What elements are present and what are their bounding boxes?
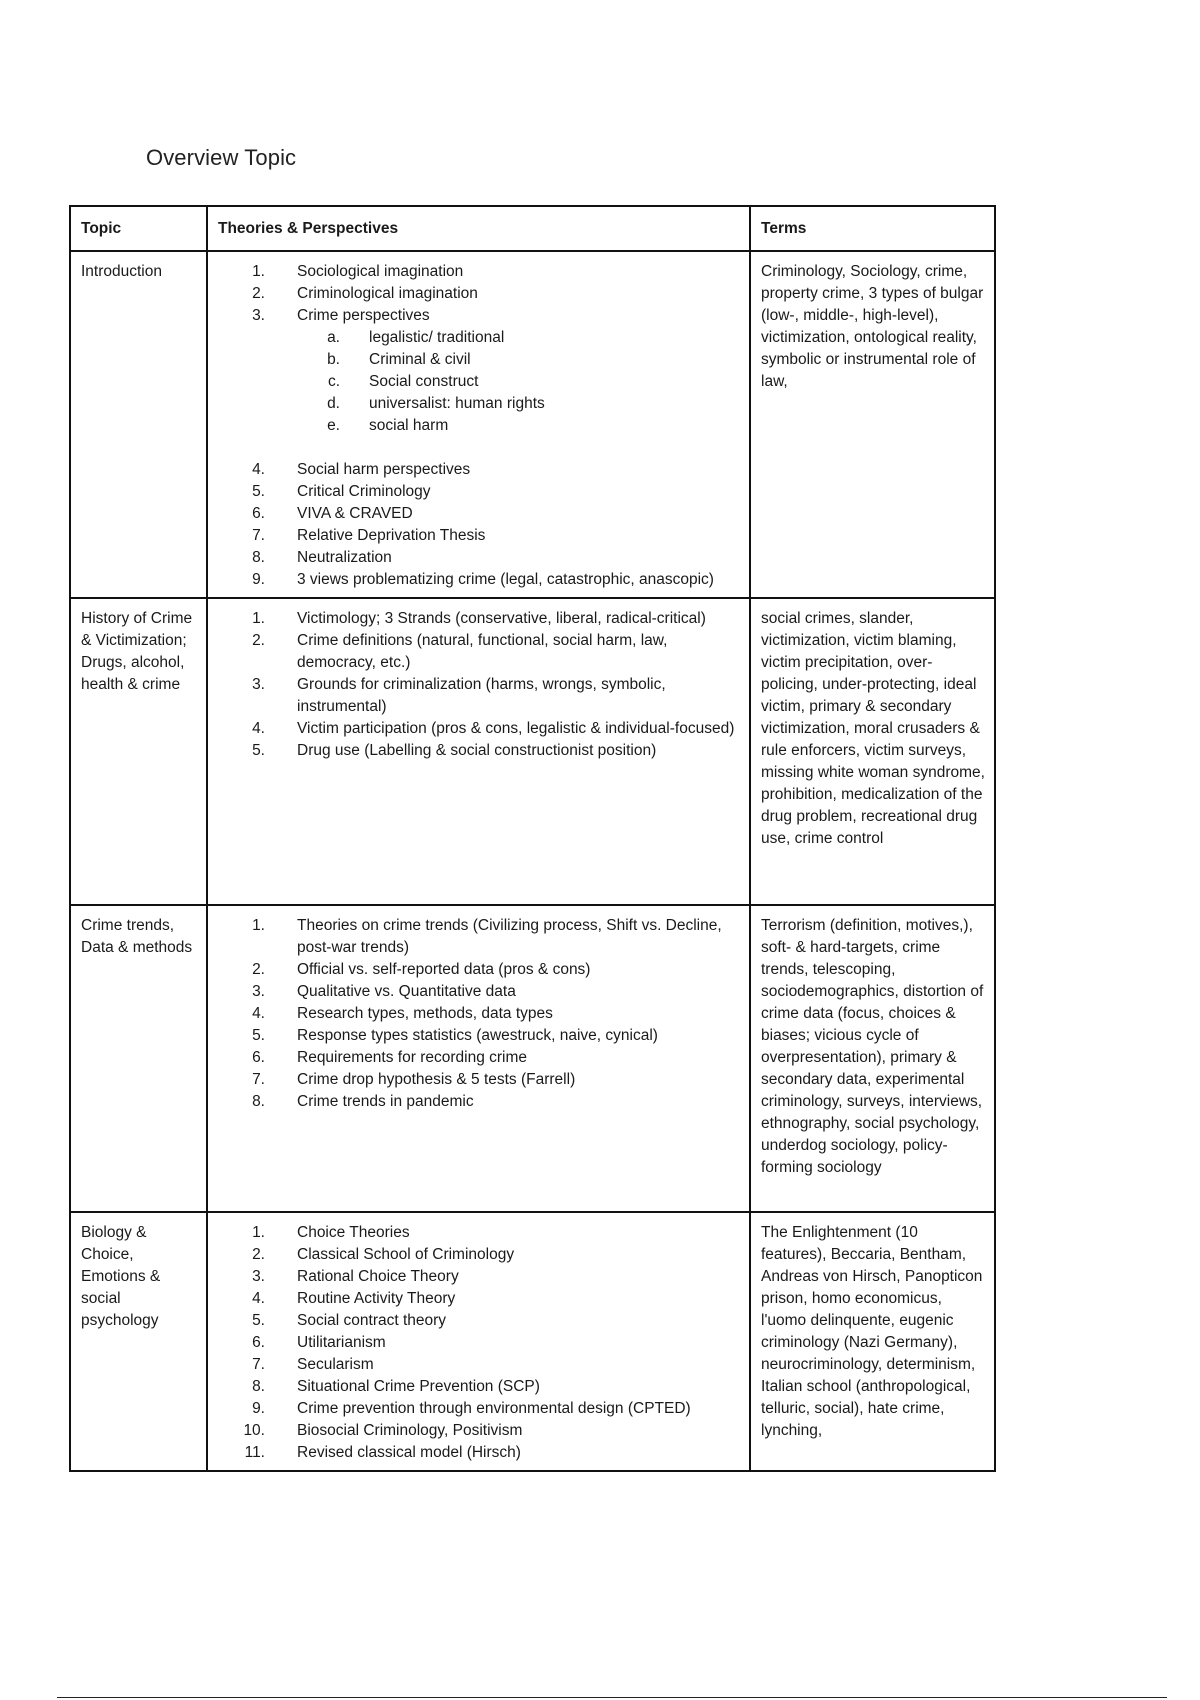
list-marker: 8. (252, 1093, 265, 1110)
list-item (218, 1332, 740, 1354)
topic-cell: Introduction (70, 251, 207, 598)
list-item-text: Situational Crime Prevention (SCP) (297, 1378, 540, 1395)
list-item (218, 283, 740, 305)
list-item (218, 1266, 740, 1288)
list-marker: 8. (252, 549, 265, 566)
list-item-text: Critical Criminology (297, 483, 431, 500)
list-item (218, 503, 740, 525)
theories-cell (207, 598, 750, 905)
list-marker: b. (327, 351, 340, 368)
list-item-text: Neutralization (297, 549, 392, 566)
table-row (70, 905, 995, 1212)
list-item (218, 459, 740, 481)
theories-cell (207, 1212, 750, 1471)
list-item (218, 981, 740, 1003)
list-item-text: Utilitarianism (297, 1334, 386, 1351)
list-item-text: VIVA & CRAVED (297, 505, 413, 522)
list-marker: 7. (252, 1356, 265, 1373)
list-marker: 1. (252, 263, 265, 280)
list-marker: 4. (252, 1290, 265, 1307)
list-item-text: Crime definitions (natural, functional, social harm, law, democracy, etc.) (297, 632, 668, 671)
list-item-text: Choice Theories (297, 1224, 410, 1241)
list-marker: 4. (252, 1005, 265, 1022)
sub-list-item (218, 327, 740, 349)
list-item-text: Revised classical model (Hirsch) (297, 1444, 521, 1461)
list-item-text: legalistic/ traditional (369, 329, 505, 346)
terms-cell: Criminology, Sociology, crime, property crime, 3 types of bulgar (low-, middle-, high-level), victimization, ontological reality, symbolic or instrumental role of law, (750, 251, 995, 598)
list-item-text: Drug use (Labelling & social constructionist position) (297, 742, 657, 759)
table-row (70, 598, 995, 905)
list-marker: 3. (252, 307, 265, 324)
list-item (218, 1420, 740, 1442)
list-item-text: Sociological imagination (297, 263, 464, 280)
sub-list-item (218, 415, 740, 437)
list-marker: 4. (252, 720, 265, 737)
list-item-text: Response types statistics (awestruck, naive, cynical) (297, 1027, 658, 1044)
list-item-text: Crime drop hypothesis & 5 tests (Farrell) (297, 1071, 576, 1088)
list-item (218, 1288, 740, 1310)
list-marker: 4. (252, 461, 265, 478)
list-item (218, 547, 740, 569)
terms-cell: social crimes, slander, victimization, victim blaming, victim precipitation, over-policing, under-protecting, ideal victim, primary & secondary victimization, moral crusaders & rule enforcers, victim surveys, missing white woman syndrome, prohibition, medicalization of the drug problem, recreational drug use, crime control (750, 598, 995, 905)
list-item (218, 481, 740, 503)
list-item (218, 1003, 740, 1025)
list-item (218, 1025, 740, 1047)
table-row (70, 251, 995, 598)
list-marker: 3. (252, 1268, 265, 1285)
list-marker: 10. (243, 1422, 265, 1439)
list-item (218, 630, 740, 674)
list-item (218, 915, 740, 959)
list-item (218, 1376, 740, 1398)
list-marker: 3. (252, 676, 265, 693)
list-marker: 6. (252, 1049, 265, 1066)
list-item (218, 959, 740, 981)
list-item-text: Routine Activity Theory (297, 1290, 456, 1307)
list-marker: 8. (252, 1378, 265, 1395)
list-item-text: Crime perspectives (297, 307, 430, 324)
list-marker: 5. (252, 1027, 265, 1044)
header-terms: Terms (750, 206, 995, 251)
theories-list (218, 915, 740, 1113)
list-item-text: Classical School of Criminology (297, 1246, 515, 1263)
list-item-text: Research types, methods, data types (297, 1005, 553, 1022)
list-item (218, 1244, 740, 1266)
list-marker: 5. (252, 483, 265, 500)
list-item-text: Secularism (297, 1356, 374, 1373)
list-marker: 9. (252, 1400, 265, 1417)
list-marker: 6. (252, 505, 265, 522)
list-marker: 11. (244, 1444, 265, 1461)
list-marker: a. (327, 329, 340, 346)
topic-cell: Biology & Choice, Emotions & social psychology (70, 1212, 207, 1471)
list-item (218, 1222, 740, 1244)
list-marker: d. (327, 395, 340, 412)
list-item (218, 718, 740, 740)
list-item-text: Biosocial Criminology, Positivism (297, 1422, 523, 1439)
list-marker: 1. (252, 610, 265, 627)
header-topic: Topic (70, 206, 207, 251)
theories-list (218, 1222, 740, 1464)
table-row (70, 1212, 995, 1471)
list-marker: 2. (252, 1246, 265, 1263)
list-marker: 2. (252, 632, 265, 649)
list-item (218, 1047, 740, 1069)
list-spacer (218, 437, 740, 459)
list-item-text: Official vs. self-reported data (pros & cons) (297, 961, 591, 978)
theories-cell (207, 905, 750, 1212)
terms-cell: Terrorism (definition, motives,), soft- & hard-targets, crime trends, telescoping, sociodemographics, distortion of crime data (focus, choices & biases; vicious cycle of overpresentation), primary & secondary data, experimental criminology, surveys, interviews, ethnography, social psychology, underdog sociology, policy-forming sociology (750, 905, 995, 1212)
list-item (218, 569, 740, 591)
list-marker: 5. (252, 1312, 265, 1329)
document-title: Overview Topic (146, 145, 297, 170)
theories-list (218, 608, 740, 762)
sub-list-item (218, 349, 740, 371)
list-item-text: Victim participation (pros & cons, legalistic & individual-focused) (297, 720, 735, 737)
list-item (218, 1310, 740, 1332)
table-header-row (70, 206, 995, 251)
overview-table (69, 205, 996, 1472)
list-item-text: Requirements for recording crime (297, 1049, 528, 1066)
list-marker: e. (327, 417, 340, 434)
list-item (218, 305, 740, 327)
list-marker: 1. (252, 1224, 265, 1241)
list-item (218, 1442, 740, 1464)
list-marker: 1. (252, 917, 265, 934)
list-item-text: Rational Choice Theory (297, 1268, 459, 1285)
list-item (218, 1091, 740, 1113)
list-item-text: Crime trends in pandemic (297, 1093, 474, 1110)
list-item-text: Criminological imagination (297, 285, 478, 302)
list-item-text: Crime prevention through environmental design (CPTED) (297, 1400, 691, 1417)
list-item-text: social harm (369, 417, 449, 434)
list-item-text: Social construct (369, 373, 479, 390)
list-marker: 7. (252, 1071, 265, 1088)
list-marker: 2. (252, 961, 265, 978)
list-marker: 6. (252, 1334, 265, 1351)
sub-list-item (218, 371, 740, 393)
list-item-text: Social harm perspectives (297, 461, 471, 478)
theories-list (218, 261, 740, 591)
terms-cell: The Enlightenment (10 features), Beccaria, Bentham, Andreas von Hirsch, Panopticon prison, homo economicus, l'uomo delinquente, eugenic criminology (Nazi Germany), neurocriminology, determinism, Italian school (anthropological, telluric, social), hate crime, lynching, (750, 1212, 995, 1471)
list-item (218, 740, 740, 762)
list-marker: 3. (252, 983, 265, 1000)
footer-divider (57, 1697, 1167, 1698)
list-item (218, 525, 740, 547)
list-item (218, 608, 740, 630)
list-item-text: Grounds for criminalization (harms, wrongs, symbolic, instrumental) (297, 676, 666, 715)
list-item (218, 674, 740, 718)
list-item-text: Criminal & civil (369, 351, 471, 368)
list-item-text: Theories on crime trends (Civilizing process, Shift vs. Decline, post-war trends) (297, 917, 722, 956)
list-item-text: Social contract theory (297, 1312, 447, 1329)
topic-cell: Crime trends, Data & methods (70, 905, 207, 1212)
list-item (218, 261, 740, 283)
list-item-text: Victimology; 3 Strands (conservative, liberal, radical-critical) (297, 610, 706, 627)
header-theories: Theories & Perspectives (207, 206, 750, 251)
theories-cell (207, 251, 750, 598)
list-marker: 9. (252, 571, 265, 588)
list-marker: 2. (252, 285, 265, 302)
list-marker: 5. (252, 742, 265, 759)
list-item (218, 1069, 740, 1091)
list-item-text: Qualitative vs. Quantitative data (297, 983, 516, 1000)
list-item-text: 3 views problematizing crime (legal, catastrophic, anascopic) (297, 571, 714, 588)
list-marker: c. (327, 373, 340, 390)
list-marker: 7. (252, 527, 265, 544)
list-item-text: universalist: human rights (369, 395, 545, 412)
sub-list-item (218, 393, 740, 415)
topic-cell: History of Crime & Victimization; Drugs, alcohol, health & crime (70, 598, 207, 905)
list-item (218, 1398, 740, 1420)
list-item (218, 1354, 740, 1376)
list-item-text: Relative Deprivation Thesis (297, 527, 486, 544)
